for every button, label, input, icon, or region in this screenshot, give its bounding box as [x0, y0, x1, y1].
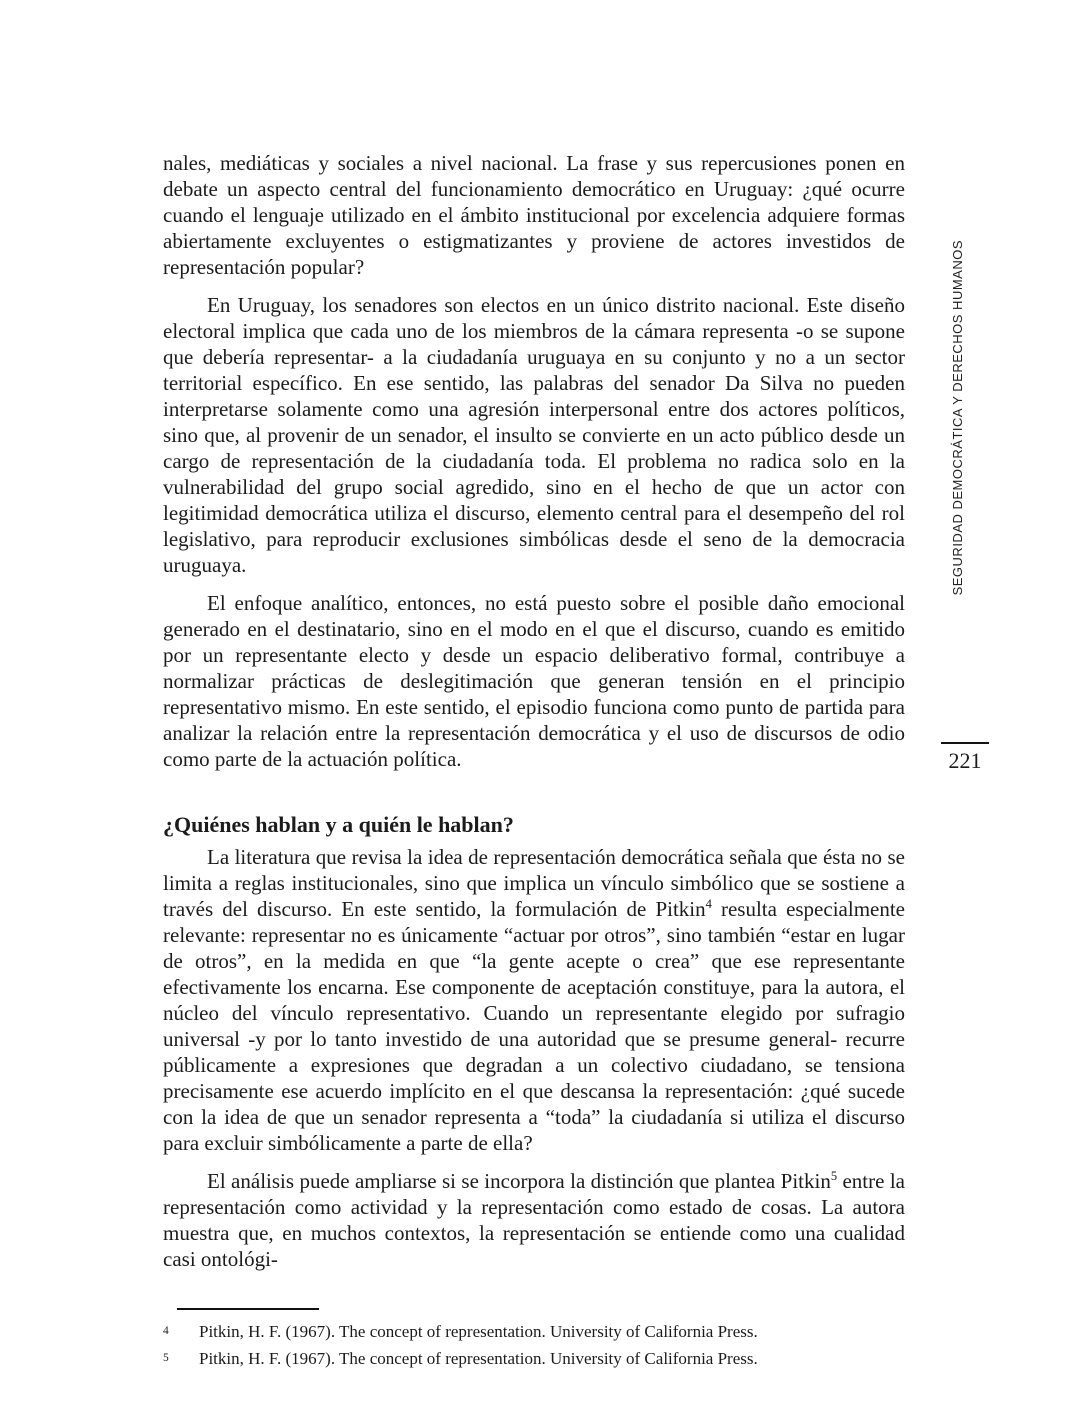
- page-number-block: [941, 742, 989, 774]
- text-run: entre la representación como actividad y la representación como estado de cosas. La autora muestra que, en muchos contextos, la representación se entiende como una cualidad casi ontológi-: [163, 1169, 906, 1271]
- page-number: 221: [948, 748, 982, 773]
- running-head-vertical: SEGURIDAD DEMOCRÁTICA Y DERECHOS HUMANOS: [950, 240, 965, 596]
- main-text-column: [163, 150, 905, 1372]
- body-paragraph: [163, 150, 905, 280]
- text-run: El enfoque analítico, entonces, no está puesto sobre el posible daño emocional generado en el destinatario, sino en el modo en el que el discurso, cuando es emitido por un representante electo y desde un espacio deliberativo formal, contribuye a normalizar prácticas de deslegitimación que generan tensión en el principio representativo mismo. En este sentido, el episodio funciona como punto de partida para analizar la relación entre la representación democrática y el uso de discursos de odio como parte de la actuación política.: [163, 591, 905, 771]
- text-run: nales, mediáticas y sociales a nivel nacional. La frase y sus repercusiones ponen en debate un aspecto central del funcionamiento democrático en Uruguay: ¿qué ocurre cuando el lenguaje utilizado en el ámbito institucional por excelencia adquiere formas abiertamente excluyentes o estigmatizantes y proviene de actores investidos de representación popular?: [163, 151, 905, 279]
- footnote-item: [163, 1318, 905, 1345]
- footnote-separator-rule: [177, 1308, 319, 1310]
- page-number-rule: [941, 742, 989, 744]
- body-paragraph: [163, 590, 905, 772]
- body-paragraph: [163, 1168, 905, 1272]
- footnote-text: Pitkin, H. F. (1967). The concept of representation. University of California Press.: [199, 1349, 758, 1368]
- body-paragraphs-after-heading: [163, 844, 905, 1272]
- footnote-reference: 4: [705, 897, 712, 911]
- footnotes-list: [163, 1318, 905, 1372]
- footnote-text: Pitkin, H. F. (1967). The concept of representation. University of California Press.: [199, 1322, 758, 1341]
- section-heading: ¿Quiénes hablan y a quién le hablan?: [163, 812, 514, 837]
- text-run: La literatura que revisa la idea de representación democrática señala que ésta no se limita a reglas institucionales, sino que implica un vínculo simbólico que se sostiene a través del discurso. En este sentido, la formulación de Pitkin: [163, 845, 905, 921]
- footnotes-section: [163, 1308, 905, 1372]
- body-paragraphs-before-heading: [163, 150, 905, 772]
- text-run: En Uruguay, los senadores son electos en un único distrito nacional. Este diseño electoral implica que cada uno de los miembros de la cámara representa -o se supone que debería representar- a la ciudadanía uruguaya en su conjunto y no a un sector territorial específico. En ese sentido, las palabras del senador Da Silva no pueden interpretarse solamente como una agresión interpersonal entre dos actores políticos, sino que, al provenir de un senador, el insulto se convierte en un acto público desde un cargo de representación de la ciudadanía toda. El problema no radica solo en la vulnerabilidad del grupo social agredido, sino en el hecho de que un actor con legitimidad democrática utiliza el discurso, elemento central para el desempeño del rol legislativo, para reproducir exclusiones simbólicas desde el seno de la democracia uruguaya.: [163, 293, 905, 577]
- footnote-marker: 5: [163, 1352, 169, 1364]
- text-run: El análisis puede ampliarse si se incorpora la distinción que plantea Pitkin: [207, 1169, 831, 1193]
- text-run: resulta especialmente relevante: representar no es únicamente “actuar por otros”, sino también “estar en lugar de otros”, en la medida en que “la gente acepte o crea” que ese representante efectivamente los encarna. Ese componente de aceptación constituye, para la autora, el núcleo del vínculo representativo. Cuando un representante elegido por sufragio universal -y por lo tanto investido de una autoridad que se presume general- recurre públicamente a expresiones que degradan a un colectivo ciudadano, se tensiona precisamente ese acuerdo implícito en el que descansa la representación: ¿qué sucede con la idea de que un senador representa a “toda” la ciudadanía si utiliza el discurso para excluir simbólicamente a parte de ella?: [163, 897, 906, 1155]
- footnote-reference: 5: [830, 1169, 838, 1183]
- footnote-item: [163, 1345, 905, 1372]
- body-paragraph: [163, 844, 905, 1156]
- body-paragraph: [163, 292, 905, 578]
- footnote-marker: 4: [163, 1325, 169, 1337]
